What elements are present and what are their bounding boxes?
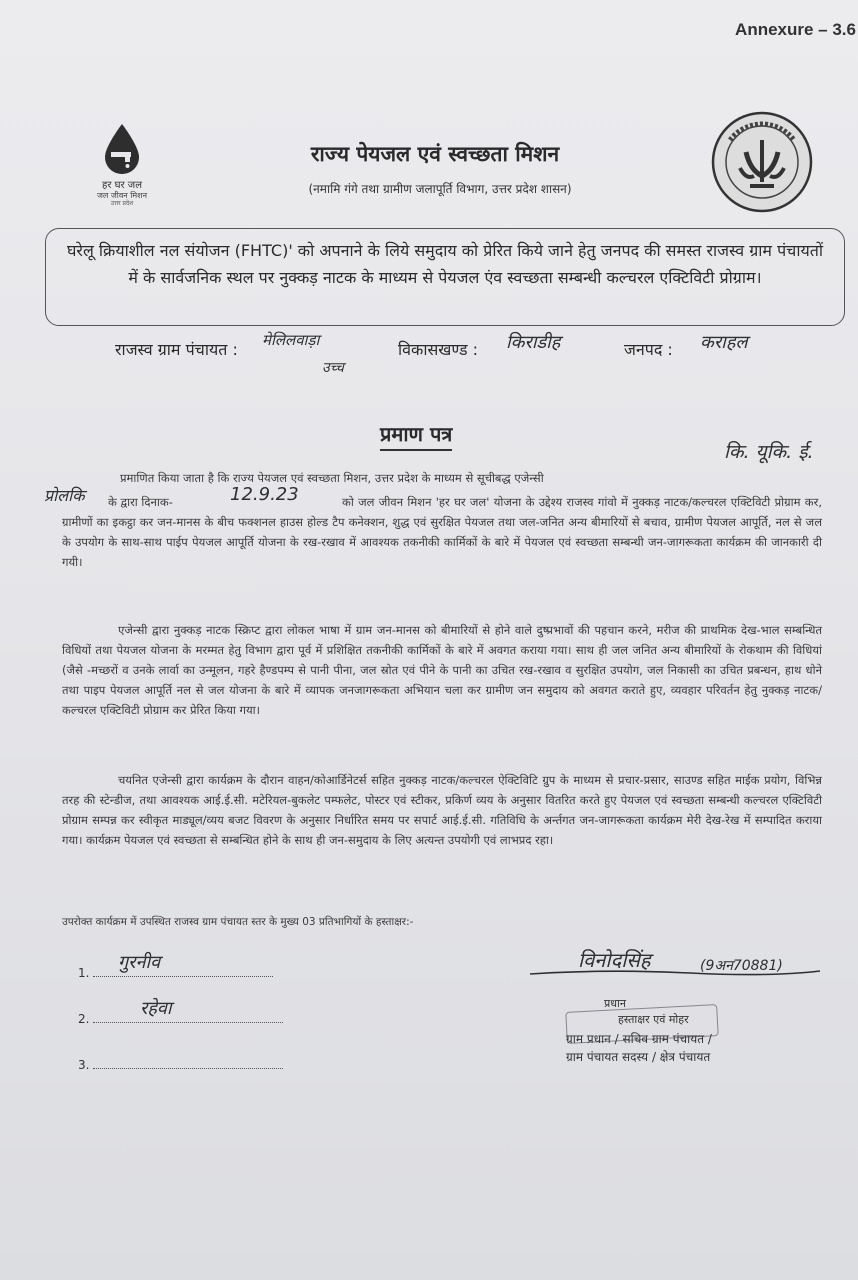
program-title-text: घरेलू क्रियाशील नल संयोजन (FHTC)' को अपनाने के लिये समुदाय को प्रेरित किये जाने हेतु जनपद की समस्त राजस्व ग्राम पंचायतों में के सार्वजनिक स्थल पर नुक्कड़ नाटक के माध्यम से पेयजल एंव स्वच्छता सम्बन्धी कल्चरल एक्टिविटी प्रोग्राम। bbox=[66, 241, 824, 287]
logo-line-1: हर घर जल bbox=[102, 180, 142, 191]
water-drop-tap-icon bbox=[99, 122, 145, 176]
participant-row-3 bbox=[78, 1054, 283, 1072]
agency-name-handwritten: कि. यूकि. ई. bbox=[724, 441, 814, 463]
event-date-handwritten: 12.9.23 bbox=[230, 484, 299, 505]
jal-jeevan-logo bbox=[82, 122, 162, 207]
signatory-signature: विनोदसिंह bbox=[578, 948, 651, 972]
signatory-label-pradhan-sachiv: ग्राम प्रधान / सचिव ग्राम पंचायत / bbox=[566, 1032, 712, 1046]
page-subtitle: (नमामि गंगे तथा ग्रामीण जलापूर्ति विभाग, उत्तर प्रदेश शासन) bbox=[308, 182, 572, 196]
up-government-emblem-icon bbox=[710, 110, 814, 214]
gram-panchayat-value-2: उच्च bbox=[322, 360, 344, 376]
vikaskhand-label: विकासखण्ड : bbox=[398, 340, 479, 359]
logo-line-3: उत्तर प्रदेश bbox=[110, 200, 134, 207]
gram-panchayat-label: राजस्व ग्राम पंचायत : bbox=[115, 340, 238, 359]
participant-row-2 bbox=[78, 1008, 283, 1026]
para1-line-a: प्रमाणित किया जाता है कि राज्य पेयजल एवं स्वच्छता मिशन, उत्तर प्रदेश के माध्यम से सूचीबद्ध एजेन्सी bbox=[120, 471, 544, 485]
participant-number: 2. bbox=[78, 1012, 90, 1026]
signatory-label-member: ग्राम पंचायत सदस्य / क्षेत्र पंचायत bbox=[566, 1050, 711, 1064]
signatory-label-sign-seal: हस्ताक्षर एवं मोहर bbox=[618, 1013, 689, 1026]
logo-line-2: जल जीवन मिशन bbox=[96, 191, 148, 200]
participant-row-1 bbox=[78, 962, 273, 980]
participants-note: उपरोक्त कार्यक्रम में उपस्थित राजस्व ग्राम पंचायत स्तर के मुख्य 03 प्रतिभागियों के हस्ताक्षर:- bbox=[62, 916, 414, 928]
page-title: राज्य पेयजल एवं स्वच्छता मिशन bbox=[310, 141, 560, 166]
certificate-heading: प्रमाण पत्र bbox=[380, 420, 452, 451]
signatory-label-pradhan: प्रधान bbox=[604, 997, 626, 1010]
participant-number: 3. bbox=[78, 1058, 90, 1072]
vikaskhand-value: किराडीह bbox=[506, 332, 561, 353]
participant-signature-2: रहेवा bbox=[140, 998, 172, 1019]
para2-body: एजेन्सी द्वारा नुक्कड़ नाटक स्क्रिप्ट द्वारा लोकल भाषा में ग्राम जन-मानस को बीमारियों से होने वाले दुष्प्रभावों की पहचान करने, मरीज की प्राथमिक देख-भाल सम्बन्धित विधियों तथा पेयजल योजना के मरम्मत हेतु विभाग द्वारा पूर्व में प्रशिक्षित तकनीकी कार्मिकों के बारे में अवगत कराया गया। साथ ही जल जनित अन्य बीमारियों के रोकथाम की विधियां (जैसे -मच्छरों व उनके लार्वा का उन्मूलन, गहरे हैण्डपम्प से पानी पीना, जल स्रोत एवं पीने के पानी का उचित रख-रखाव व सुरक्षित उपयोग, जल निकासी का उचित प्रबन्धन, हाथ धोने तथा पाइप पेयजल आपूर्ति नल से जल योजना के बारे में व्यापक जनजागरूकता अभियान चला कर ग्रामीण जन समुदाय को अवगत कराते हुए, व्यवहार परिवर्तन हेतु नुक्कड़ नाटक/कल्चरल एक्टिविटी प्रोग्राम कर प्रेरित किया गया। bbox=[62, 623, 822, 717]
agency-name-handwritten-2: प्रोलकि bbox=[44, 486, 85, 505]
gram-panchayat-value: मेलिलवाड़ा bbox=[262, 331, 320, 349]
para1-body: को जल जीवन मिशन 'हर घर जल' योजना के उद्देश्य राजस्व गांवो में नुक्कड़ नाटक/कल्चरल एक्टिविटी प्रोग्राम कर, ग्रामीणों का इकट्ठा कर जन-मानस के बीच फक्शनल हाउस होल्ड टैप कनेक्शन, शुद्ध एवं सुरक्षित पेयजल तथा जल-जनित अन्य बीमारियों से बचाव, ग्रामीण पेयजल आपूर्ति, नल से जल के उपयोग के साथ-साथ पाईप पेयजल आपूर्ति योजना के रख-रखाव में आवश्यक तकनीकी कार्मिकों के बारे में पेयजल एवं स्वच्छता सम्बन्धी जन-जागरूकता कार्यक्रम की जानकारी दी गयी। bbox=[62, 495, 822, 569]
para3-body: चयनित एजेन्सी द्वारा कार्यक्रम के दौरान वाहन/कोआर्डिनेटर्स सहित नुक्कड़ नाटक/कल्चरल ऐक्टिविटि ग्रुप के माध्यम से प्रचार-प्रसार, साउण्ड सहित माईक प्रयोग, विभिन्न तरह की स्टेन्डीज, तथा आवश्यक आई.ई.सी. मटेरियल-बुकलेट पम्फलेट, पोस्टर एवं स्टीकर, प्रकिर्ण व्यय के अनुसार वितरित करते हुए पेयजल एवं स्वच्छता सम्बन्धी कल्चरल एक्टिविटी प्रोग्राम सम्पन्न कर स्वीकृत माड्यूल/व्यय बजट विवरण के अनुसार निर्धारित समय पर सपार्ट आई.ई.सी. गतिविधि के अर्न्तगत जन-जागरूकता कार्यक्रम मेरी देख-रेख में सम्पादित कराया गया। कार्यक्रम पेयजल एवं स्वच्छता से सम्बन्धित होने के साथ ही जन-समुदाय के लिए अत्यन्त उपयोगी एवं लाभप्रद रहा। bbox=[62, 773, 822, 847]
janpad-label: जनपद : bbox=[624, 340, 673, 359]
location-fields-row bbox=[115, 338, 238, 360]
participant-number: 1. bbox=[78, 966, 90, 980]
janpad-value: कराहल bbox=[700, 332, 748, 353]
participant-signature-1: गुरनीव bbox=[118, 952, 161, 973]
signatory-signature-note: (9अन70881) bbox=[700, 958, 783, 974]
para1-line-b: के द्वारा दिनाक- bbox=[108, 495, 173, 509]
annexure-label: Annexure – 3.6 bbox=[735, 20, 856, 39]
